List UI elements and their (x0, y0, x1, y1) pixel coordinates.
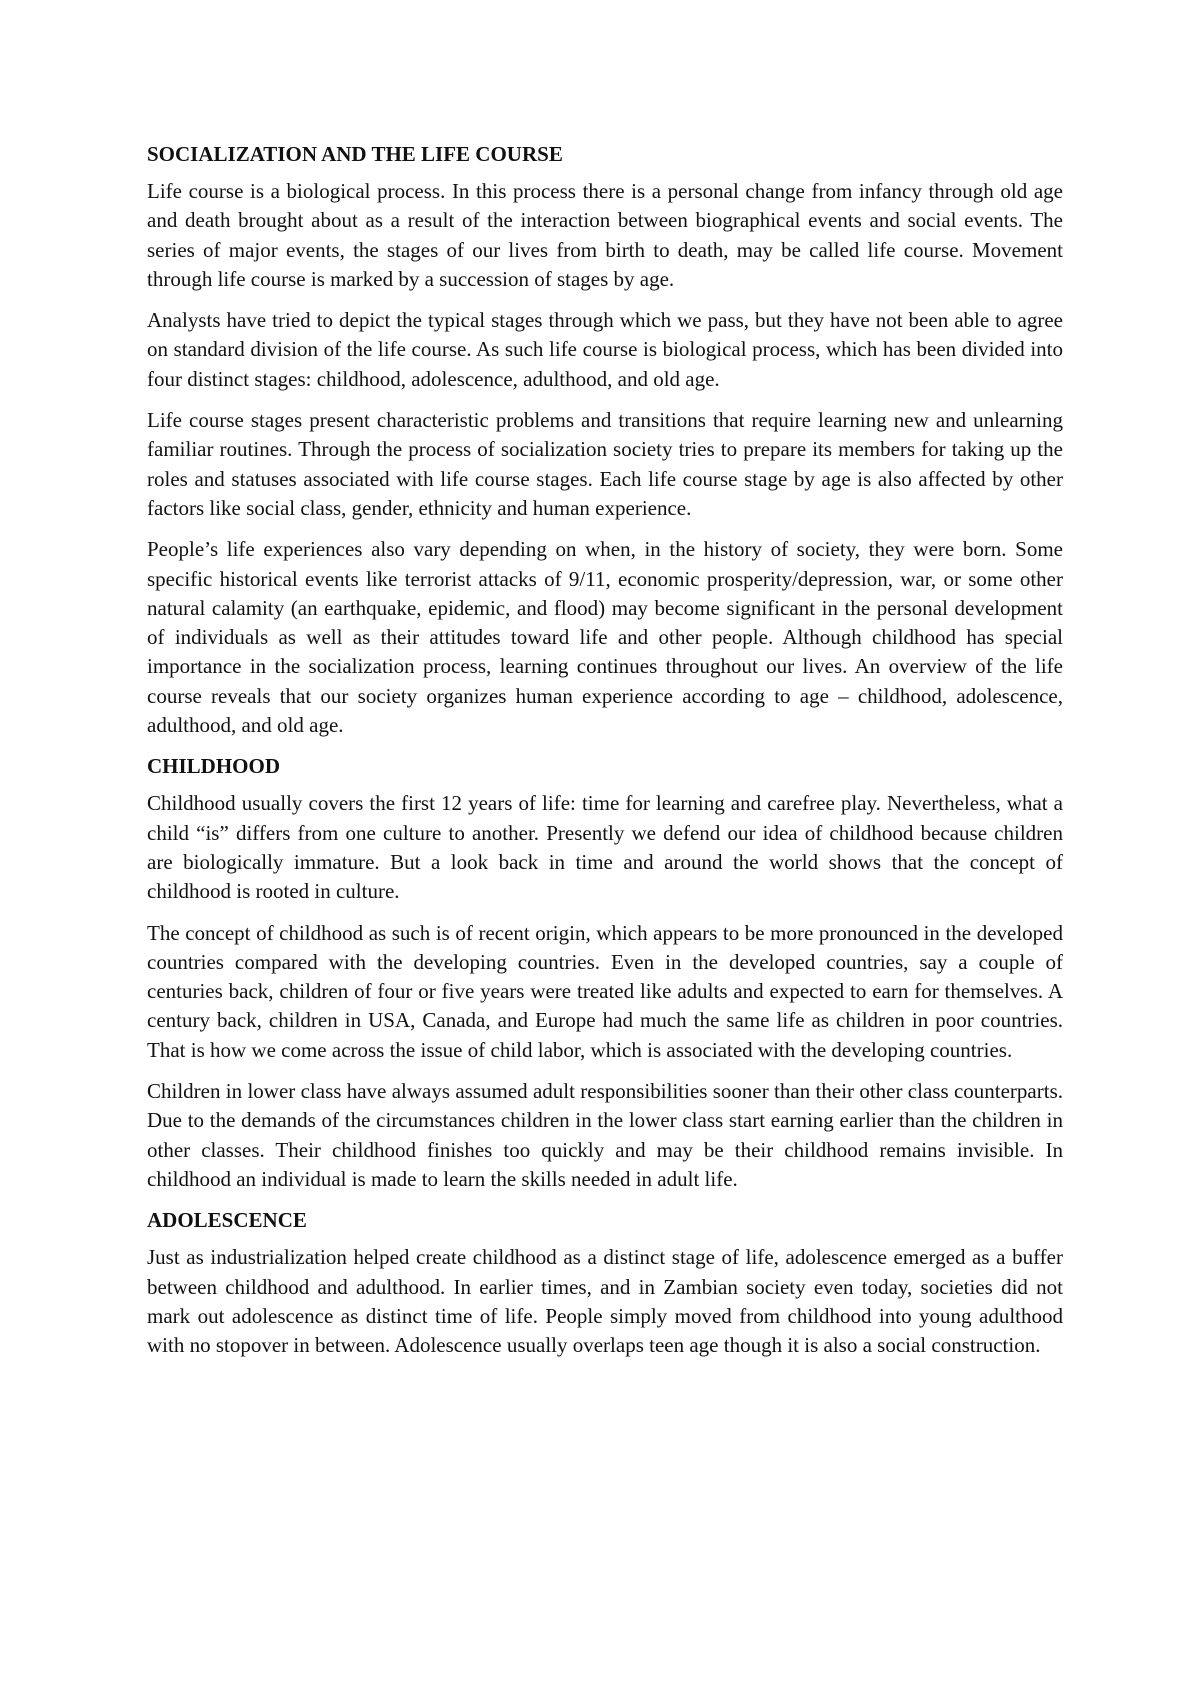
section-heading: CHILDHOOD (147, 754, 281, 779)
section-childhood (147, 752, 1063, 1194)
paragraph: Life course is a biological process. In this process there is a personal change from infancy through old age and death brought about as a result of the interaction between biographical events and social events. The series of major events, the stages of our lives from birth to death, may be called life course. Movement through life course is marked by a succession of stages by age. (147, 179, 1063, 291)
paragraph: Just as industrialization helped create childhood as a distinct stage of life, adolescence emerged as a buffer between childhood and adulthood. In earlier times, and in Zambian society even today, societies did not mark out adolescence as distinct time of life. People simply moved from childhood into young adulthood with no stopover in between. Adolescence usually overlaps teen age though it is also a social construction. (147, 1245, 1063, 1358)
section-heading: SOCIALIZATION AND THE LIFE COURSE (147, 142, 563, 166)
section-adolescence (147, 1206, 1063, 1360)
paragraph: Life course stages present characteristic problems and transitions that require learning new and unlearning familiar routines. Through the process of socialization society tries to prepare its members for taking up the roles and statuses associated with life course stages. Each life course stage by age is also affected by other factors like social class, gender, ethnicity and human experience. (147, 408, 1063, 520)
section-socialization (147, 140, 1063, 740)
paragraph: The concept of childhood as such is of recent origin, which appears to be more pronounced in the developed countries compared with the developing countries. Even in the developed countries, say a couple of centuries back, children of four or five years were treated like adults and expected to earn for themselves. A century back, children in USA, Canada, and Europe had much the same life as children in poor countries. That is how we come across the issue of child labor, which is associated with the developing countries. (147, 920, 1063, 1062)
paragraph: Childhood usually covers the first 12 years of life: time for learning and carefree play. Nevertheless, what a child “is” differs from one culture to another. Presently we defend our idea of childhood because children are biologically immature. But a look back in time and around the world shows that the concept of childhood is rooted in culture. (147, 791, 1063, 904)
section-heading: ADOLESCENCE (147, 1208, 307, 1233)
paragraph: Analysts have tried to depict the typical stages through which we pass, but they have not been able to agree on standard division of the life course. As such life course is biological process, which has been divided into four distinct stages: childhood, adolescence, adulthood, and old age. (147, 308, 1063, 391)
paragraph: People’s life experiences also vary depending on when, in the history of society, they were born. Some specific historical events like terrorist attacks of 9/11, economic prosperity/depression, war, or some other natural calamity (an earthquake, epidemic, and flood) may become significant in the personal development of individuals as well as their attitudes toward life and other people. Although childhood has special importance in the socialization process, learning continues throughout our lives. An overview of the life course reveals that our society organizes human experience according to age – childhood, adolescence, adulthood, and old age. (147, 537, 1063, 738)
paragraph: Children in lower class have always assumed adult responsibilities sooner than their other class counterparts. Due to the demands of the circumstances children in the lower class start earning earlier than the children in other classes. Their childhood finishes too quickly and may be their childhood remains invisible. In childhood an individual is made to learn the skills needed in adult life. (147, 1079, 1063, 1191)
document-page (147, 140, 1063, 1372)
